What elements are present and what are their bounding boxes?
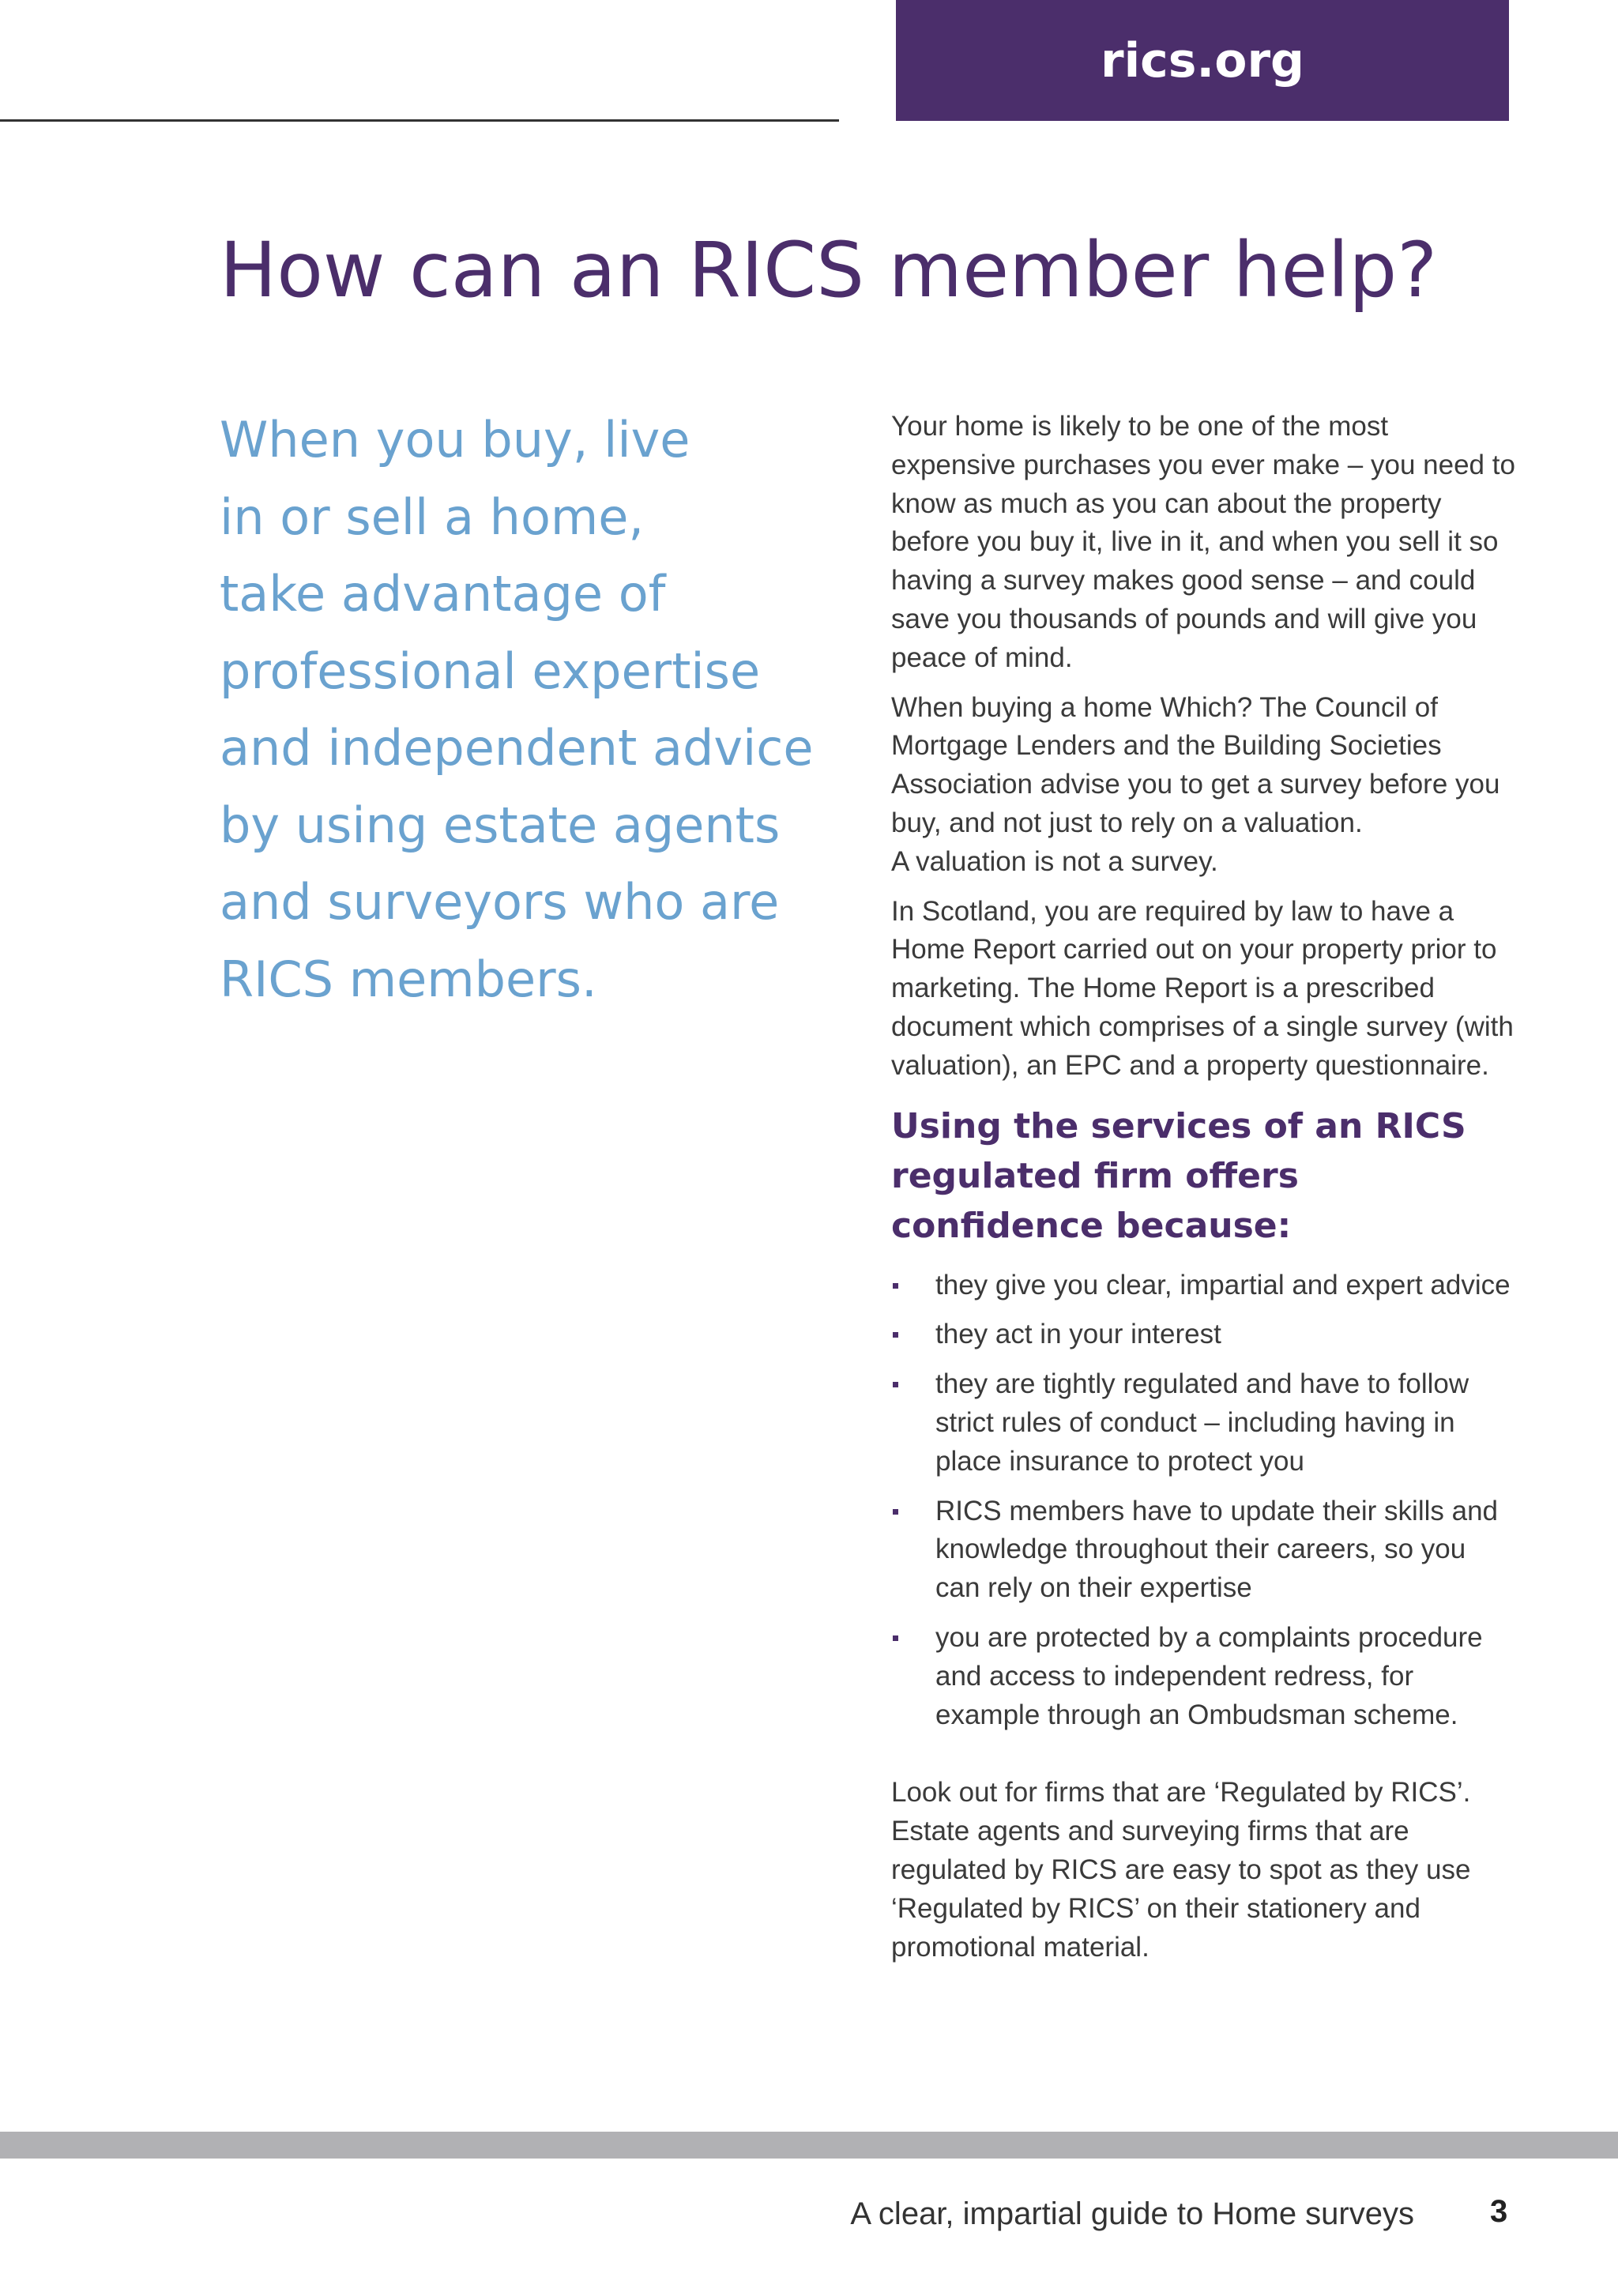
list-item — [891, 1315, 1515, 1354]
body-text: A valuation is not a survey. — [891, 845, 1218, 877]
pull-quote-line: in or sell a home, — [220, 487, 645, 546]
site-link[interactable] — [896, 0, 1509, 121]
page-number: 3 — [1490, 2194, 1508, 2229]
pull-quote — [220, 401, 820, 1018]
pull-quote-line: and independent advice — [220, 719, 814, 777]
header-rule — [0, 119, 839, 122]
list-item — [891, 1492, 1515, 1608]
list-item-text: you are protected by a complaints procedure and access to independent redress, for example through an Ombudsman scheme. — [935, 1621, 1483, 1730]
pull-quote-line: RICS members. — [220, 950, 597, 1008]
list-item-text: they give you clear, impartial and expert advice — [935, 1269, 1511, 1300]
list-item-text: they act in your interest — [935, 1319, 1221, 1350]
benefits-list — [891, 1267, 1515, 1735]
pull-quote-line: When you buy, live — [220, 411, 690, 469]
list-item — [891, 1619, 1515, 1734]
body-paragraph — [891, 689, 1515, 882]
list-item-text: they are tightly regulated and have to follow strict rules of conduct – including having in place insurance to protect you — [935, 1368, 1469, 1477]
page-title: How can an RICS member help? — [220, 226, 1438, 314]
pull-quote-line: take advantage of — [220, 565, 666, 623]
site-url: rics.org — [1101, 32, 1304, 88]
footer-bar — [0, 2132, 1618, 2159]
body-paragraph: Your home is likely to be one of the most expensive purchases you ever make – you need to know as much as you can about the property before you buy it, live in it, and when you sell it so having a survey makes good sense – and could save you thousands of pounds and will give you peace of mind. — [891, 411, 1515, 673]
bullet-icon — [893, 1509, 898, 1515]
bullet-icon — [893, 1283, 898, 1289]
section-subheading: Using the services of an RICS regulated firm offers confidence because: — [891, 1105, 1466, 1246]
body-paragraph: Look out for firms that are ‘Regulated by RICS’. Estate agents and surveying firms that are regulated by RICS are easy to spot as they use ‘Regulated by RICS’ on their stationery and promotional material. — [891, 1777, 1471, 1963]
pull-quote-line: and surveyors who are — [220, 873, 780, 931]
list-item — [891, 1267, 1515, 1305]
body-text: When buying a home Which? The Council of Mortgage Lenders and the Building Societies Association advise you to get a survey before you buy, and not just to rely on a valuation. — [891, 691, 1500, 838]
bullet-icon — [893, 1382, 898, 1387]
body-paragraph: In Scotland, you are required by law to have a Home Report carried out on your property prior to marketing. The Home Report is a prescribed document which comprises of a single survey (with valuation), an EPC and a property questionnaire. — [891, 895, 1514, 1081]
list-item — [891, 1365, 1515, 1481]
body-column — [891, 408, 1515, 1978]
bullet-icon — [893, 1635, 898, 1641]
footer-title: A clear, impartial guide to Home surveys — [850, 2196, 1414, 2231]
bullet-icon — [893, 1332, 898, 1338]
pull-quote-line: professional expertise — [220, 642, 761, 700]
pull-quote-line: by using estate agents — [220, 796, 781, 854]
list-item-text: RICS members have to update their skills and knowledge throughout their careers, so you can rely on their expertise — [935, 1495, 1498, 1604]
